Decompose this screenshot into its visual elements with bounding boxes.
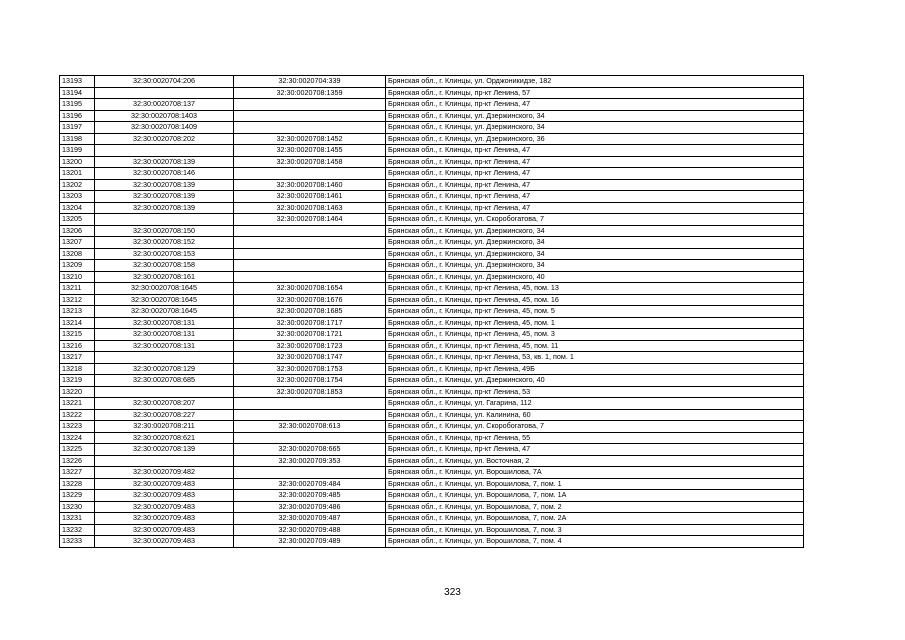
table-row [60,409,804,421]
parent-cadastral-number-cell: 32:30:0020708:152 [95,237,234,249]
parent-cadastral-number-cell: 32:30:0020708:139 [95,179,234,191]
parent-cadastral-number-cell: 32:30:0020708:158 [95,260,234,272]
parent-cadastral-number-cell: 32:30:0020708:1645 [95,306,234,318]
parent-cadastral-number-cell: 32:30:0020709:483 [95,524,234,536]
cadastral-number-cell: 32:30:0020708:1717 [234,317,386,329]
table-row [60,363,804,375]
table-row [60,352,804,364]
parent-cadastral-number-cell: 32:30:0020708:685 [95,375,234,387]
cadastral-number-cell: 32:30:0020709:486 [234,501,386,513]
cadastral-number-cell: 32:30:0020708:1452 [234,133,386,145]
parent-cadastral-number-cell: 32:30:0020709:483 [95,490,234,502]
parent-cadastral-number-cell: 32:30:0020708:202 [95,133,234,145]
address-cell: Брянская обл., г. Клинцы, пр-кт Ленина, 45, пом. 5 [386,306,804,318]
table-row [60,99,804,111]
table-row [60,122,804,134]
table-row [60,432,804,444]
row-number-cell: 13198 [60,133,95,145]
table-row [60,133,804,145]
parent-cadastral-number-cell: 32:30:0020709:483 [95,513,234,525]
table-row [60,271,804,283]
cadastral-number-cell [234,122,386,134]
cadastral-number-cell: 32:30:0020708:1753 [234,363,386,375]
cadastral-number-cell: 32:30:0020709:487 [234,513,386,525]
table-row [60,444,804,456]
row-number-cell: 13212 [60,294,95,306]
cadastral-number-cell [234,99,386,111]
table-row [60,375,804,387]
address-cell: Брянская обл., г. Клинцы, ул. Ворошилова, 7, пом. 2А [386,513,804,525]
address-cell: Брянская обл., г. Клинцы, ул. Скоробогатова, 7 [386,421,804,433]
row-number-cell: 13196 [60,110,95,122]
address-cell: Брянская обл., г. Клинцы, ул. Ворошилова, 7, пом. 3 [386,524,804,536]
table-row [60,110,804,122]
table-row [60,191,804,203]
row-number-cell: 13228 [60,478,95,490]
row-number-cell: 13219 [60,375,95,387]
parent-cadastral-number-cell: 32:30:0020708:621 [95,432,234,444]
address-cell: Брянская обл., г. Клинцы, пр-кт Ленина, 47 [386,99,804,111]
row-number-cell: 13232 [60,524,95,536]
row-number-cell: 13195 [60,99,95,111]
cadastral-registry-table [59,75,804,548]
row-number-cell: 13227 [60,467,95,479]
row-number-cell: 13204 [60,202,95,214]
row-number-cell: 13220 [60,386,95,398]
parent-cadastral-number-cell: 32:30:0020708:137 [95,99,234,111]
address-cell: Брянская обл., г. Клинцы, ул. Ворошилова, 7, пом. 4 [386,536,804,548]
address-cell: Брянская обл., г. Клинцы, ул. Орджоникидзе, 182 [386,76,804,88]
cadastral-number-cell: 32:30:0020708:1723 [234,340,386,352]
address-cell: Брянская обл., г. Клинцы, пр-кт Ленина, 47 [386,444,804,456]
page-number: 323 [444,587,461,598]
row-number-cell: 13229 [60,490,95,502]
address-cell: Брянская обл., г. Клинцы, пр-кт Ленина, 47 [386,202,804,214]
cadastral-number-cell: 32:30:0020708:1685 [234,306,386,318]
cadastral-number-cell: 32:30:0020708:1464 [234,214,386,226]
parent-cadastral-number-cell: 32:30:0020708:146 [95,168,234,180]
table-row [60,179,804,191]
row-number-cell: 13216 [60,340,95,352]
address-cell: Брянская обл., г. Клинцы, ул. Восточная, 2 [386,455,804,467]
row-number-cell: 13225 [60,444,95,456]
parent-cadastral-number-cell: 32:30:0020708:1403 [95,110,234,122]
table-row [60,237,804,249]
row-number-cell: 13208 [60,248,95,260]
address-cell: Брянская обл., г. Клинцы, пр-кт Ленина, 47 [386,179,804,191]
address-cell: Брянская обл., г. Клинцы, ул. Дзержинского, 34 [386,225,804,237]
cadastral-number-cell [234,248,386,260]
parent-cadastral-number-cell [95,386,234,398]
cadastral-number-cell [234,432,386,444]
row-number-cell: 13222 [60,409,95,421]
cadastral-number-cell: 32:30:0020708:1676 [234,294,386,306]
address-cell: Брянская обл., г. Клинцы, ул. Гагарина, 112 [386,398,804,410]
cadastral-number-cell: 32:30:0020708:613 [234,421,386,433]
row-number-cell: 13209 [60,260,95,272]
address-cell: Брянская обл., г. Клинцы, пр-кт Ленина, 47 [386,191,804,203]
row-number-cell: 13210 [60,271,95,283]
address-cell: Брянская обл., г. Клинцы, ул. Ворошилова, 7, пом. 1 [386,478,804,490]
address-cell: Брянская обл., г. Клинцы, ул. Скоробогатова, 7 [386,214,804,226]
table-row [60,76,804,88]
cadastral-number-cell: 32:30:0020709:488 [234,524,386,536]
address-cell: Брянская обл., г. Клинцы, пр-кт Ленина, 45, пом. 13 [386,283,804,295]
row-number-cell: 13230 [60,501,95,513]
address-cell: Брянская обл., г. Клинцы, ул. Дзержинского, 34 [386,237,804,249]
parent-cadastral-number-cell: 32:30:0020708:211 [95,421,234,433]
cadastral-number-cell: 32:30:0020708:665 [234,444,386,456]
parent-cadastral-number-cell: 32:30:0020708:207 [95,398,234,410]
table-row [60,421,804,433]
address-cell: Брянская обл., г. Клинцы, пр-кт Ленина, 57 [386,87,804,99]
row-number-cell: 13231 [60,513,95,525]
address-cell: Брянская обл., г. Клинцы, пр-кт Ленина, 53, кв. 1, пом. 1 [386,352,804,364]
row-number-cell: 13233 [60,536,95,548]
table-row [60,386,804,398]
table-row [60,87,804,99]
cadastral-number-cell [234,237,386,249]
table-row [60,317,804,329]
table-row [60,329,804,341]
parent-cadastral-number-cell: 32:30:0020709:483 [95,501,234,513]
table-row [60,294,804,306]
parent-cadastral-number-cell: 32:30:0020704:206 [95,76,234,88]
parent-cadastral-number-cell: 32:30:0020708:139 [95,444,234,456]
table-row [60,478,804,490]
row-number-cell: 13217 [60,352,95,364]
row-number-cell: 13223 [60,421,95,433]
address-cell: Брянская обл., г. Клинцы, пр-кт Ленина, 47 [386,145,804,157]
row-number-cell: 13221 [60,398,95,410]
address-cell: Брянская обл., г. Клинцы, пр-кт Ленина, 47 [386,168,804,180]
parent-cadastral-number-cell: 32:30:0020708:139 [95,191,234,203]
row-number-cell: 13193 [60,76,95,88]
parent-cadastral-number-cell: 32:30:0020709:483 [95,478,234,490]
cadastral-number-cell: 32:30:0020709:489 [234,536,386,548]
table-row [60,501,804,513]
table-body [60,76,804,548]
cadastral-number-cell: 32:30:0020709:485 [234,490,386,502]
table-row [60,455,804,467]
address-cell: Брянская обл., г. Клинцы, ул. Дзержинского, 40 [386,375,804,387]
address-cell: Брянская обл., г. Клинцы, пр-кт Ленина, 55 [386,432,804,444]
address-cell: Брянская обл., г. Клинцы, ул. Дзержинского, 34 [386,260,804,272]
table-row [60,283,804,295]
cadastral-number-cell [234,467,386,479]
address-cell: Брянская обл., г. Клинцы, ул. Дзержинского, 34 [386,248,804,260]
address-cell: Брянская обл., г. Клинцы, ул. Калинина, 60 [386,409,804,421]
parent-cadastral-number-cell: 32:30:0020708:131 [95,317,234,329]
address-cell: Брянская обл., г. Клинцы, ул. Дзержинского, 34 [386,122,804,134]
row-number-cell: 13226 [60,455,95,467]
address-cell: Брянская обл., г. Клинцы, пр-кт Ленина, 53 [386,386,804,398]
cadastral-number-cell: 32:30:0020709:484 [234,478,386,490]
table-row [60,260,804,272]
parent-cadastral-number-cell: 32:30:0020708:153 [95,248,234,260]
cadastral-number-cell: 32:30:0020708:1460 [234,179,386,191]
cadastral-number-cell: 32:30:0020708:1359 [234,87,386,99]
parent-cadastral-number-cell: 32:30:0020708:131 [95,329,234,341]
address-cell: Брянская обл., г. Клинцы, ул. Ворошилова, 7А [386,467,804,479]
parent-cadastral-number-cell: 32:30:0020709:482 [95,467,234,479]
cadastral-number-cell: 32:30:0020708:1747 [234,352,386,364]
parent-cadastral-number-cell [95,214,234,226]
parent-cadastral-number-cell: 32:30:0020709:483 [95,536,234,548]
row-number-cell: 13205 [60,214,95,226]
table-row [60,156,804,168]
parent-cadastral-number-cell: 32:30:0020708:150 [95,225,234,237]
cadastral-number-cell [234,409,386,421]
parent-cadastral-number-cell [95,455,234,467]
parent-cadastral-number-cell [95,352,234,364]
address-cell: Брянская обл., г. Клинцы, пр-кт Ленина, 45, пом. 1 [386,317,804,329]
row-number-cell: 13202 [60,179,95,191]
cadastral-number-cell: 32:30:0020708:1853 [234,386,386,398]
row-number-cell: 13207 [60,237,95,249]
row-number-cell: 13213 [60,306,95,318]
address-cell: Брянская обл., г. Клинцы, ул. Ворошилова, 7, пом. 1А [386,490,804,502]
cadastral-number-cell: 32:30:0020708:1455 [234,145,386,157]
cadastral-number-cell [234,271,386,283]
cadastral-number-cell: 32:30:0020708:1754 [234,375,386,387]
cadastral-number-cell: 32:30:0020708:1461 [234,191,386,203]
row-number-cell: 13218 [60,363,95,375]
parent-cadastral-number-cell: 32:30:0020708:227 [95,409,234,421]
table-row [60,214,804,226]
row-number-cell: 13199 [60,145,95,157]
parent-cadastral-number-cell: 32:30:0020708:139 [95,156,234,168]
parent-cadastral-number-cell: 32:30:0020708:1645 [95,294,234,306]
row-number-cell: 13200 [60,156,95,168]
row-number-cell: 13211 [60,283,95,295]
address-cell: Брянская обл., г. Клинцы, ул. Дзержинского, 34 [386,110,804,122]
row-number-cell: 13201 [60,168,95,180]
table-row [60,340,804,352]
cadastral-number-cell [234,110,386,122]
cadastral-number-cell: 32:30:0020709:353 [234,455,386,467]
cadastral-number-cell: 32:30:0020708:1721 [234,329,386,341]
address-cell: Брянская обл., г. Клинцы, ул. Ворошилова, 7, пом. 2 [386,501,804,513]
row-number-cell: 13224 [60,432,95,444]
cadastral-number-cell: 32:30:0020704:339 [234,76,386,88]
row-number-cell: 13194 [60,87,95,99]
address-cell: Брянская обл., г. Клинцы, ул. Дзержинского, 40 [386,271,804,283]
table-row [60,225,804,237]
address-cell: Брянская обл., г. Клинцы, пр-кт Ленина, 45, пом. 11 [386,340,804,352]
address-cell: Брянская обл., г. Клинцы, пр-кт Ленина, 45, пом. 3 [386,329,804,341]
parent-cadastral-number-cell: 32:30:0020708:131 [95,340,234,352]
table-row [60,306,804,318]
parent-cadastral-number-cell: 32:30:0020708:129 [95,363,234,375]
row-number-cell: 13203 [60,191,95,203]
table-row [60,398,804,410]
parent-cadastral-number-cell: 32:30:0020708:1409 [95,122,234,134]
parent-cadastral-number-cell [95,145,234,157]
cadastral-number-cell: 32:30:0020708:1458 [234,156,386,168]
table-row [60,490,804,502]
parent-cadastral-number-cell: 32:30:0020708:161 [95,271,234,283]
table-row [60,513,804,525]
table-row [60,202,804,214]
cadastral-number-cell [234,398,386,410]
address-cell: Брянская обл., г. Клинцы, пр-кт Ленина, 47 [386,156,804,168]
address-cell: Брянская обл., г. Клинцы, ул. Дзержинского, 36 [386,133,804,145]
row-number-cell: 13215 [60,329,95,341]
table-row [60,145,804,157]
cadastral-number-cell: 32:30:0020708:1463 [234,202,386,214]
table-row [60,168,804,180]
cadastral-number-cell: 32:30:0020708:1654 [234,283,386,295]
cadastral-number-cell [234,225,386,237]
parent-cadastral-number-cell: 32:30:0020708:1645 [95,283,234,295]
table-row [60,536,804,548]
row-number-cell: 13197 [60,122,95,134]
row-number-cell: 13214 [60,317,95,329]
parent-cadastral-number-cell: 32:30:0020708:139 [95,202,234,214]
address-cell: Брянская обл., г. Клинцы, пр-кт Ленина, 45, пом. 16 [386,294,804,306]
row-number-cell: 13206 [60,225,95,237]
table-row [60,467,804,479]
table-row [60,524,804,536]
table-row [60,248,804,260]
cadastral-number-cell [234,168,386,180]
cadastral-number-cell [234,260,386,272]
parent-cadastral-number-cell [95,87,234,99]
address-cell: Брянская обл., г. Клинцы, пр-кт Ленина, 49Б [386,363,804,375]
